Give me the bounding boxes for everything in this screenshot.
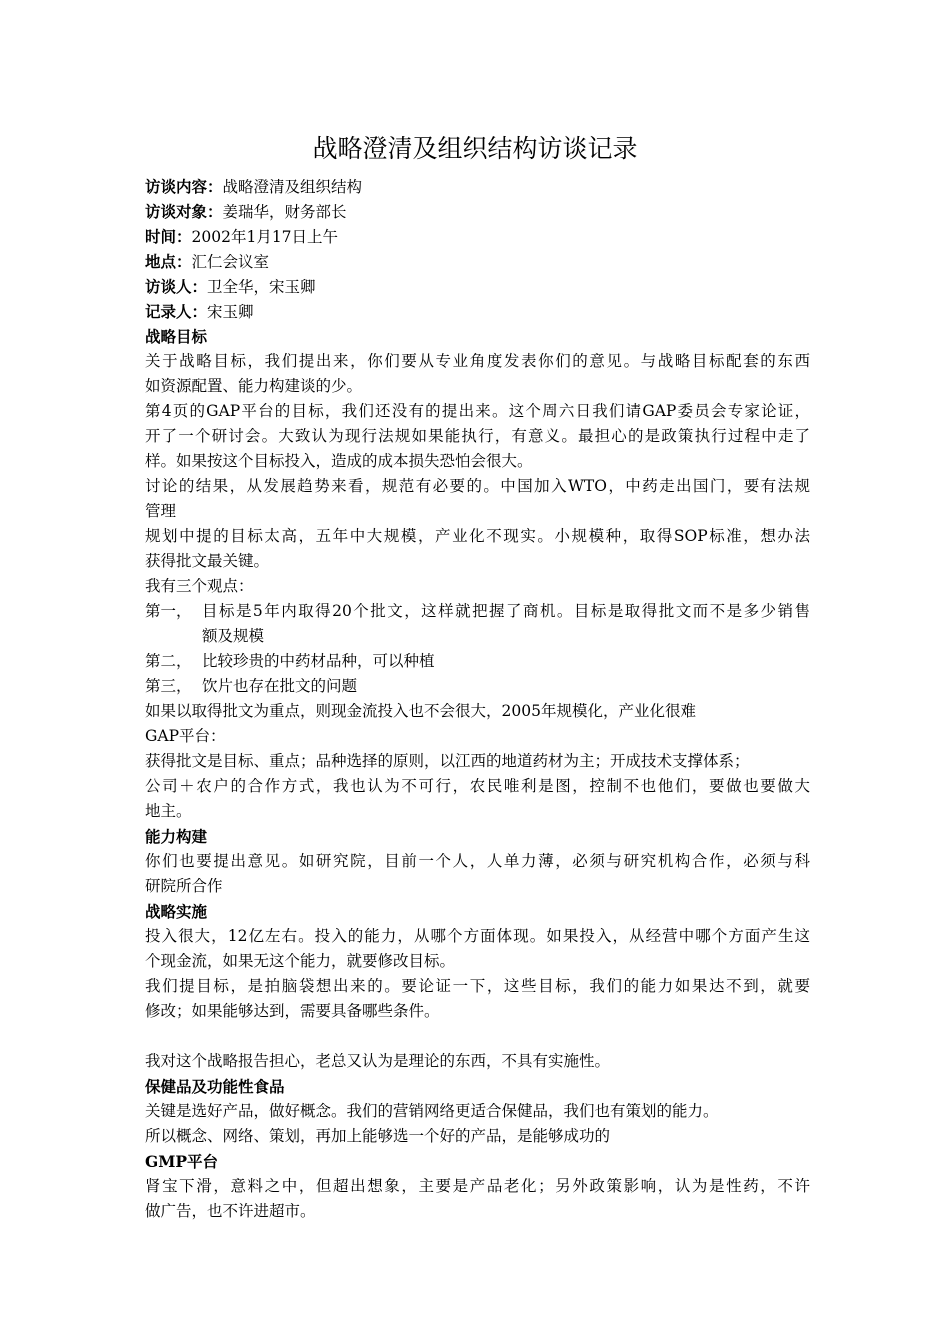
- meta-label: 访谈人：: [145, 277, 208, 296]
- meta-value: 战略澄清及组织结构: [222, 178, 363, 196]
- meta-recorder: [145, 299, 810, 324]
- paragraph-line: GAP平台：: [145, 727, 226, 745]
- meta-time: [145, 224, 810, 249]
- meta-subject: [145, 199, 810, 224]
- meta-value: 卫全华，宋玉卿: [207, 278, 316, 296]
- list-item: [145, 674, 810, 699]
- paragraph-line: 修改；如果能够达到，需要具备哪些条件。: [145, 1002, 440, 1020]
- paragraph-line: 规划中提的目标太高，五年中大规模，产业化不现实。小规模种，取得SOP标准，想办法: [145, 527, 810, 545]
- section-heading: 保健品及功能性食品: [145, 1077, 285, 1096]
- list-item: [145, 599, 810, 649]
- section-heading: 能力构建: [145, 827, 208, 846]
- meta-label: 时间：: [145, 227, 192, 246]
- meta-label: 记录人：: [145, 302, 208, 321]
- list-item: [145, 649, 810, 674]
- document-body: [145, 174, 810, 1224]
- meta-value: 宋玉卿: [207, 303, 254, 321]
- meta-value: 姜瑞华，财务部长: [222, 203, 347, 221]
- paragraph-line: 如资源配置、能力构建谈的少。: [145, 377, 363, 395]
- meta-label: 访谈内容：: [145, 177, 223, 196]
- blank-line: [145, 1024, 810, 1049]
- paragraph-line: 关键是选好产品，做好概念。我们的营销网络更适合保健品，我们也有策划的能力。: [145, 1102, 719, 1120]
- paragraph-line: 第4页的GAP平台的目标，我们还没有的提出来。这个周六日我们请GAP委员会专家论证，: [145, 402, 810, 420]
- meta-place: [145, 249, 810, 274]
- meta-label: 地点：: [145, 252, 192, 271]
- list-text: 比较珍贵的中药材品种，可以种植: [202, 652, 435, 670]
- paragraph-line: 投入很大，12亿左右。投入的能力，从哪个方面体现。如果投入，从经营中哪个方面产生这: [145, 927, 810, 945]
- meta-interviewer: [145, 274, 810, 299]
- section-heading: GMP平台: [145, 1152, 219, 1171]
- paragraph-line: 开了一个研讨会。大致认为现行法规如果能执行，有意义。最担心的是政策执行过程中走了: [145, 427, 810, 445]
- paragraph-line: 获得批文是目标、重点；品种选择的原则，以江西的地道药材为主；开成技术支撑体系；: [145, 752, 750, 770]
- section-heading: 战略目标: [145, 327, 208, 346]
- list-text: 额及规模: [202, 627, 265, 645]
- paragraph-line: 我有三个观点：: [145, 577, 254, 595]
- meta-value: 2002年1月17日上午: [191, 228, 339, 246]
- paragraph-line: 肾宝下滑，意料之中，但超出想象，主要是产品老化；另外政策影响，认为是性药，不许: [145, 1177, 810, 1195]
- paragraph-line: 讨论的结果，从发展趋势来看，规范有必要的。中国加入WTO，中药走出国门，要有法规: [145, 477, 810, 495]
- paragraph-line: 研院所合作: [145, 877, 223, 895]
- section-heading: 战略实施: [145, 902, 208, 921]
- paragraph-line: 样。如果按这个目标投入，造成的成本损失恐怕会很大。: [145, 452, 533, 470]
- paragraph-line: 公司＋农户的合作方式，我也认为不可行，农民唯利是图，控制不也他们，要做也要做大: [145, 777, 810, 795]
- paragraph-line: 你们也要提出意见。如研究院，目前一个人，人单力薄，必须与研究机构合作，必须与科: [145, 852, 810, 870]
- paragraph-line: 关于战略目标，我们提出来，你们要从专业角度发表你们的意见。与战略目标配套的东西: [145, 352, 810, 370]
- list-number: 第二，: [145, 652, 192, 670]
- list-number: 第三，: [145, 677, 192, 695]
- paragraph-line: 如果以取得批文为重点，则现金流投入也不会很大，2005年规模化，产业化很难: [145, 702, 696, 720]
- paragraph-line: 做广告，也不许进超市。: [145, 1202, 316, 1220]
- meta-content: [145, 174, 810, 199]
- list-text: 目标是5年内取得20个批文，这样就把握了商机。目标是取得批文而不是多少销售: [202, 602, 810, 620]
- paragraph-line: 地主。: [145, 802, 192, 820]
- paragraph-line: 我们提目标，是拍脑袋想出来的。要论证一下，这些目标，我们的能力如果达不到，就要: [145, 977, 810, 995]
- paragraph-line: 个现金流，如果无这个能力，就要修改目标。: [145, 952, 456, 970]
- meta-value: 汇仁会议室: [191, 253, 270, 271]
- page-title: 战略澄清及组织结构访谈记录: [312, 134, 638, 163]
- list-number: 第一，: [145, 602, 192, 620]
- paragraph-line: 获得批文最关键。: [145, 552, 270, 570]
- paragraph-line: 所以概念、网络、策划，再加上能够选一个好的产品，是能够成功的: [145, 1127, 611, 1145]
- paragraph-line: 管理: [145, 502, 177, 520]
- paragraph-line: 我对这个战略报告担心，老总又认为是理论的东西，不具有实施性。: [145, 1052, 611, 1070]
- list-text: 饮片也存在批文的问题: [202, 677, 358, 695]
- meta-label: 访谈对象：: [145, 202, 223, 221]
